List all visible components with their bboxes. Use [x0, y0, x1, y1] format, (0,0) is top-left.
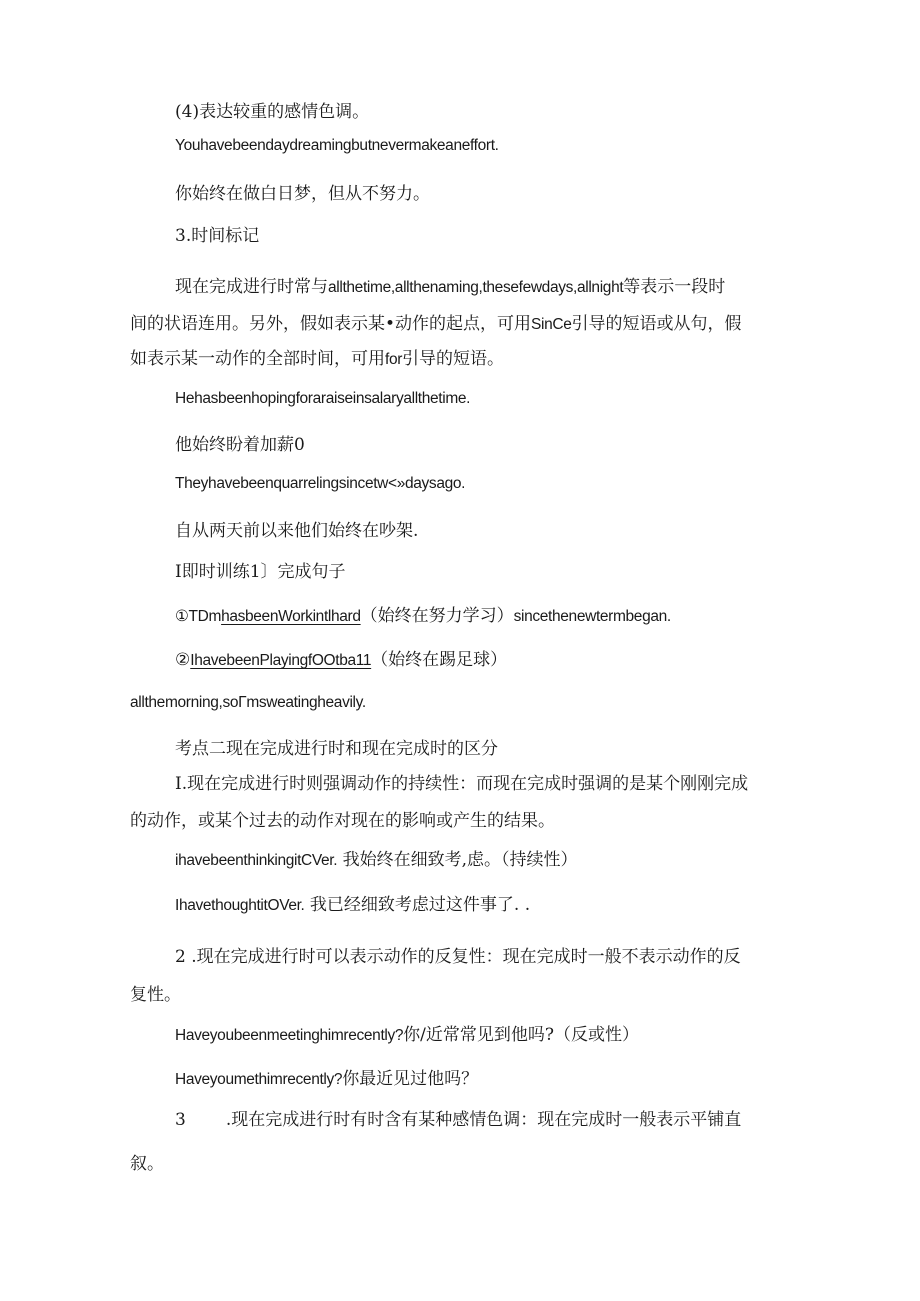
exercise-item-1 [175, 605, 671, 628]
comparison-example-2 [175, 894, 530, 917]
example-sentence-zh: 自从两天前以来他们始终在吵架. [175, 521, 419, 541]
point-3-line-2: 叙。 [130, 1154, 164, 1174]
exercise-suffix: sincethenewtermbegan. [513, 608, 671, 625]
item-4-heading: (4)表达较重的感情色调。 [175, 102, 370, 122]
example-sentence-en: Theyhavebeenquarrelingsincetw<»daysago. [175, 475, 466, 492]
example-zh: 我始终在细致考,虑。（持续性） [342, 850, 578, 870]
point-1-line-1: I.现在完成进行时则强调动作的持续性：而现在完成时强调的是某个刚刚完成 [175, 774, 749, 794]
exercise-answer-underlined: hasbeenWorkintlhard [221, 608, 361, 625]
example-sentence-zh: 你始终在做白日梦，但从不努力。 [175, 184, 430, 204]
comparison-example-4 [175, 1068, 478, 1091]
example-zh: 我已经细致考虑过这件事了. . [309, 895, 531, 915]
point-2-line-2: 复性。 [130, 985, 181, 1005]
section-heading-comparison: 考点二现在完成进行时和现在完成时的区分 [175, 739, 498, 759]
point-text: .现在完成进行时有时含有某种感情色调：现在完成时一般表示平铺直 [225, 1110, 742, 1130]
example-sentence-zh: 他始终盼着加薪0 [175, 435, 305, 455]
exercise-heading: I即时训练1〕完成句子 [175, 562, 346, 582]
section-heading-time-markers: 3.时间标记 [175, 226, 260, 246]
exercise-number: ② [175, 650, 191, 670]
point-2-line-1: 2 .现在完成进行时可以表示动作的反复性：现在完成时一般不表示动作的反 [175, 947, 741, 967]
example-zh: 你/近常常见到他吗?（反或性） [403, 1025, 640, 1045]
example-en: Haveyoubeenmeetinghimrecently? [175, 1027, 404, 1044]
paragraph-text: 等表示一段时 [623, 277, 726, 297]
paragraph-text: 如表示某一动作的全部时间，可用 [130, 349, 385, 369]
exercise-item-2 [175, 649, 507, 672]
example-en: IhavethoughtitOVer. [175, 897, 305, 914]
example-sentence-en: Youhavebeendaydreamingbutnevermakeaneffort. [175, 137, 499, 154]
paragraph-text: 引导的短语或从句，假 [571, 314, 742, 334]
exercise-hint: （始终在努力学习） [360, 606, 514, 626]
paragraph-line-3 [130, 348, 504, 371]
point-number: 3 [175, 1110, 186, 1130]
example-en: Haveyoumethimrecently? [175, 1071, 343, 1088]
example-en: ihavebeenthinkingitCVer. [175, 852, 338, 869]
paragraph-text: 引导的短语。 [402, 349, 505, 369]
comparison-example-1 [175, 849, 578, 872]
exercise-prefix: ①TDm [175, 608, 222, 625]
point-1-line-2: 的动作，或某个过去的动作对现在的影响或产生的结果。 [130, 811, 555, 831]
keyword-for: for [385, 351, 403, 368]
time-expressions: allthetime,allthenaming,thesefewdays,allnight [328, 279, 624, 296]
paragraph-text: 间的状语连用。另外，假如表示某•动作的起点，可用 [130, 314, 532, 334]
paragraph-line-1 [175, 276, 725, 299]
exercise-answer-underlined: IhavebeenPlayingfOOtba11 [190, 652, 372, 669]
paragraph-text: 现在完成进行时常与 [175, 277, 328, 297]
comparison-example-3 [175, 1024, 639, 1047]
paragraph-line-2 [130, 313, 742, 336]
keyword-since: SinCe [531, 316, 572, 333]
example-zh: 你最近见过他吗？ [342, 1069, 479, 1089]
point-3-line-1 [175, 1109, 741, 1131]
exercise-hint: （始终在踢足球） [371, 650, 508, 670]
exercise-item-2-continuation: allthemorning,soΓmsweatingheavily. [130, 694, 366, 711]
example-sentence-en: Hehasbeenhopingforaraiseinsalaryallthetime. [175, 390, 471, 407]
